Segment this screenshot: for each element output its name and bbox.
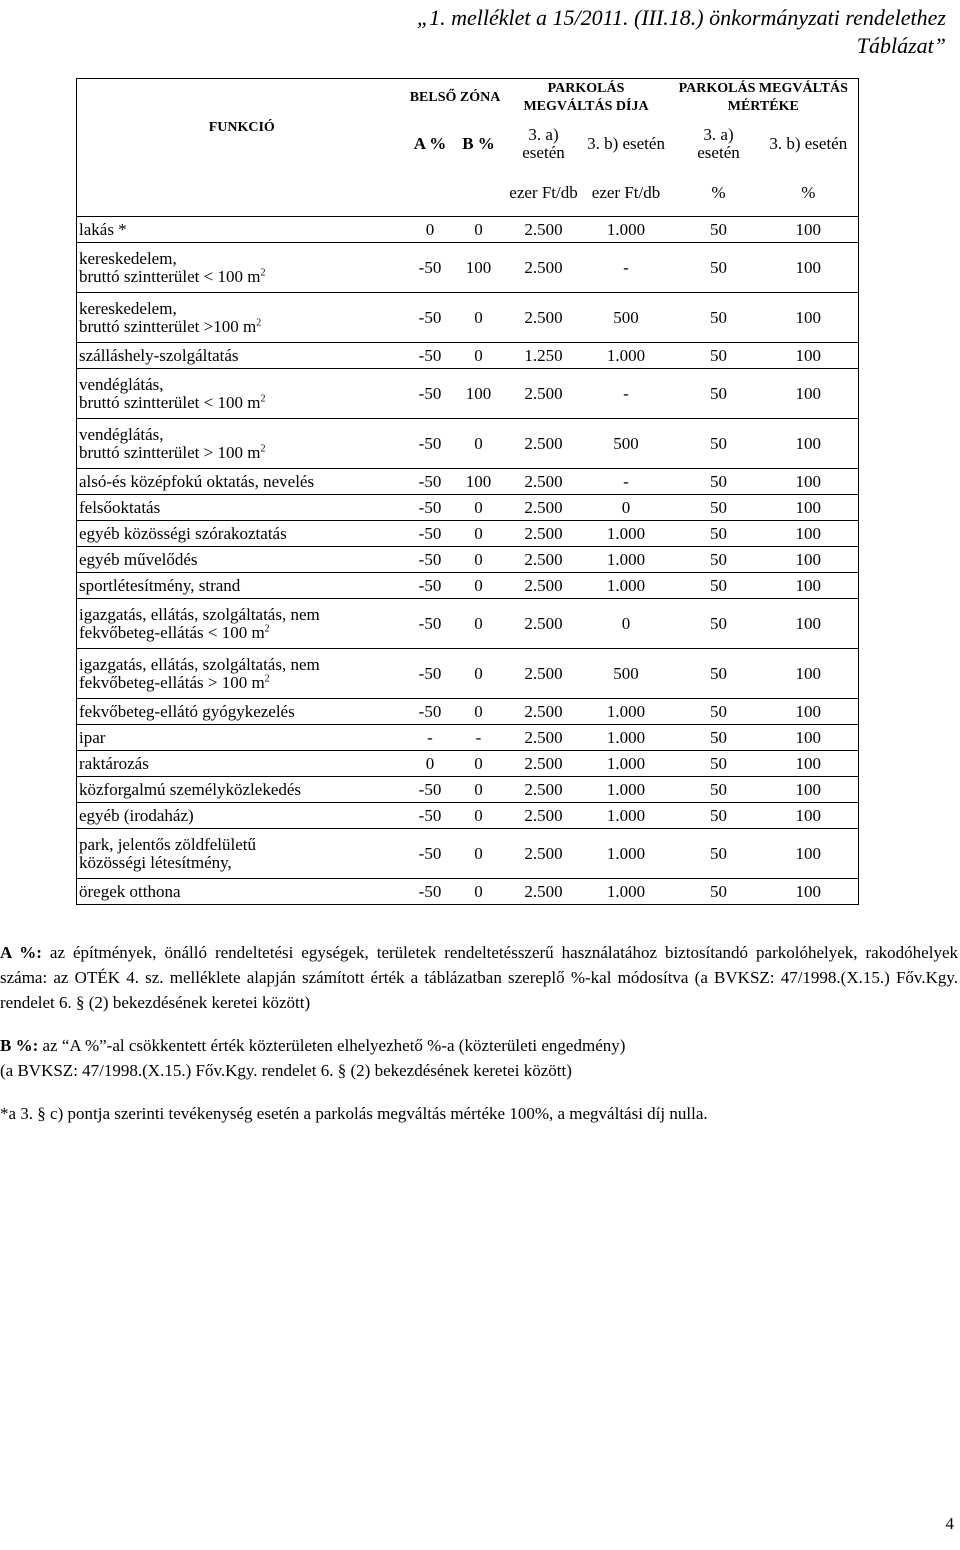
table-row: [77, 419, 859, 469]
cell-mert-a: 50: [679, 495, 759, 521]
header-parkolas-merteke: PARKOLÁS MEGVÁLTÁS MÉRTÉKE: [669, 79, 859, 117]
superscript: 2: [260, 392, 266, 404]
cell-funkcio: [77, 243, 407, 293]
cell-b-pct: 100: [454, 369, 504, 419]
note-a: [0, 940, 958, 1015]
cell-dija-a: 2.500: [504, 217, 584, 243]
table-row: [77, 293, 859, 343]
funkcio-line-2: [79, 624, 405, 642]
cell-mert-b: 100: [759, 649, 859, 699]
cell-dija-b: -: [584, 243, 669, 293]
cell-a-pct: -50: [407, 521, 454, 547]
cell-dija-a: 2.500: [504, 649, 584, 699]
cell-mert-a: 50: [679, 829, 759, 879]
header-a-pct: A %: [413, 133, 447, 153]
cell-funkcio: [77, 521, 407, 547]
table-row: [77, 599, 859, 649]
cell-mert-a: 50: [679, 469, 759, 495]
funkcio-line-2-text: bruttó szintterület >100 m: [79, 316, 257, 336]
cell-mert-b: 100: [759, 293, 859, 343]
table-row: [77, 829, 859, 879]
table-row: [77, 751, 859, 777]
cell-mert-a: 50: [679, 521, 759, 547]
cell-dija-b: 1.000: [584, 803, 669, 829]
cell-mert-a: 50: [679, 725, 759, 751]
cell-dija-a: 2.500: [504, 369, 584, 419]
cell-funkcio: [77, 343, 407, 369]
cell-a-pct: -: [407, 725, 454, 751]
cell-dija-a: 2.500: [504, 803, 584, 829]
funkcio-line: egyéb közösségi szórakoztatás: [79, 523, 287, 543]
header-funkcio: FUNKCIÓ: [77, 117, 407, 171]
cell-mert-b: 100: [759, 369, 859, 419]
table-row: [77, 369, 859, 419]
cell-dija-b: -: [584, 469, 669, 495]
cell-dija-b: 1.000: [584, 725, 669, 751]
superscript: 2: [264, 622, 270, 634]
cell-dija-a: 2.500: [504, 599, 584, 649]
cell-a-pct: -50: [407, 777, 454, 803]
cell-mert-b: 100: [759, 521, 859, 547]
cell-dija-b: 1.000: [584, 547, 669, 573]
cell-b-pct: 0: [454, 293, 504, 343]
cell-a-pct: -50: [407, 469, 454, 495]
table-row: [77, 217, 859, 243]
cell-mert-b: 100: [759, 599, 859, 649]
cell-funkcio: [77, 879, 407, 905]
cell-b-pct: 0: [454, 343, 504, 369]
cell-dija-b: 1.000: [584, 521, 669, 547]
table-row: [77, 803, 859, 829]
cell-funkcio: [77, 469, 407, 495]
cell-funkcio: [77, 369, 407, 419]
cell-a-pct: -50: [407, 599, 454, 649]
funkcio-line: igazgatás, ellátás, szolgáltatás, nem: [79, 654, 320, 674]
cell-mert-b: 100: [759, 699, 859, 725]
superscript: 2: [264, 672, 270, 684]
funkcio-line: raktározás: [79, 753, 149, 773]
cell-dija-a: 2.500: [504, 699, 584, 725]
cell-funkcio: [77, 725, 407, 751]
cell-dija-a: 2.500: [504, 419, 584, 469]
cell-b-pct: 0: [454, 573, 504, 599]
cell-dija-b: 500: [584, 649, 669, 699]
cell-b-pct: 100: [454, 469, 504, 495]
cell-dija-a: 2.500: [504, 829, 584, 879]
table-row: [77, 547, 859, 573]
cell-dija-b: -: [584, 369, 669, 419]
funkcio-line-2-text: bruttó szintterület < 100 m: [79, 266, 261, 286]
cell-dija-b: 1.000: [584, 751, 669, 777]
unit-mert-b: %: [759, 171, 859, 217]
header-dija-b: 3. b) esetén: [587, 133, 665, 153]
cell-mert-b: 100: [759, 879, 859, 905]
cell-b-pct: 0: [454, 547, 504, 573]
cell-dija-a: 2.500: [504, 243, 584, 293]
cell-funkcio: [77, 547, 407, 573]
cell-a-pct: -50: [407, 243, 454, 293]
cell-b-pct: 0: [454, 419, 504, 469]
page-number: 4: [945, 1514, 954, 1533]
cell-b-pct: 0: [454, 803, 504, 829]
cell-mert-a: 50: [679, 369, 759, 419]
cell-mert-a: 50: [679, 879, 759, 905]
cell-mert-b: 100: [759, 829, 859, 879]
header-title: „1. melléklet a 15/2011. (III.18.) önkormányzati rendelethez: [416, 5, 946, 30]
table-row: [77, 649, 859, 699]
funkcio-line-2: [79, 318, 405, 336]
table-row: [77, 495, 859, 521]
cell-dija-a: 2.500: [504, 725, 584, 751]
cell-dija-a: 2.500: [504, 879, 584, 905]
funkcio-line: kereskedelem,: [79, 248, 177, 268]
cell-dija-b: 0: [584, 495, 669, 521]
note-b: [0, 1033, 958, 1058]
funkcio-line: közforgalmú személyközlekedés: [79, 779, 302, 799]
funkcio-line: sportlétesítmény, strand: [79, 575, 241, 595]
cell-dija-a: 2.500: [504, 751, 584, 777]
funkcio-line-2-text: fekvőbeteg-ellátás > 100 m: [79, 672, 265, 692]
superscript: 2: [260, 442, 266, 454]
cell-b-pct: 0: [454, 599, 504, 649]
cell-mert-a: 50: [679, 547, 759, 573]
unit-dija-b: ezer Ft/db: [591, 183, 661, 203]
cell-a-pct: -50: [407, 547, 454, 573]
table-row: [77, 521, 859, 547]
funkcio-line: igazgatás, ellátás, szolgáltatás, nem: [79, 604, 320, 624]
cell-dija-a: 2.500: [504, 547, 584, 573]
table-row: [77, 243, 859, 293]
cell-mert-b: 100: [759, 469, 859, 495]
funkcio-line: vendéglátás,: [79, 424, 164, 444]
funkcio-line: egyéb művelődés: [79, 549, 198, 569]
funkcio-line-2-text: bruttó szintterület < 100 m: [79, 392, 261, 412]
cell-a-pct: -50: [407, 699, 454, 725]
header-parkolas-dija: PARKOLÁS MEGVÁLTÁS DÍJA: [504, 79, 669, 117]
funkcio-line: lakás *: [79, 219, 127, 239]
header-dija-a: 3. a) esetén: [522, 124, 565, 162]
table-row: [77, 343, 859, 369]
document-header: [417, 4, 946, 60]
cell-funkcio: [77, 217, 407, 243]
funkcio-line-2-text: bruttó szintterület > 100 m: [79, 442, 261, 462]
header-subtitle: Táblázat”: [856, 33, 946, 58]
funkcio-line: öregek otthona: [79, 881, 181, 901]
cell-b-pct: 0: [454, 649, 504, 699]
cell-dija-a: 2.500: [504, 573, 584, 599]
cell-a-pct: -50: [407, 829, 454, 879]
cell-b-pct: 0: [454, 521, 504, 547]
cell-b-pct: 0: [454, 217, 504, 243]
table-row: [77, 573, 859, 599]
cell-mert-a: 50: [679, 699, 759, 725]
cell-funkcio: [77, 803, 407, 829]
cell-mert-b: 100: [759, 495, 859, 521]
table-row: [77, 469, 859, 495]
cell-a-pct: -50: [407, 495, 454, 521]
funkcio-line: szálláshely-szolgáltatás: [79, 345, 239, 365]
cell-a-pct: 0: [407, 751, 454, 777]
cell-dija-a: 2.500: [504, 495, 584, 521]
cell-mert-a: 50: [679, 573, 759, 599]
cell-mert-a: 50: [679, 419, 759, 469]
superscript: 2: [256, 316, 262, 328]
table-row: [77, 699, 859, 725]
cell-dija-b: 0: [584, 599, 669, 649]
cell-funkcio: [77, 599, 407, 649]
cell-a-pct: -50: [407, 649, 454, 699]
cell-b-pct: 0: [454, 751, 504, 777]
cell-dija-a: 2.500: [504, 521, 584, 547]
cell-mert-a: 50: [679, 293, 759, 343]
note-b-label: B %:: [0, 1036, 39, 1055]
cell-dija-a: 1.250: [504, 343, 584, 369]
cell-mert-b: 100: [759, 573, 859, 599]
cell-b-pct: 0: [454, 879, 504, 905]
cell-b-pct: -: [454, 725, 504, 751]
cell-dija-b: 1.000: [584, 879, 669, 905]
cell-a-pct: -50: [407, 369, 454, 419]
cell-mert-b: 100: [759, 777, 859, 803]
note-a-text: az építmények, önálló rendeltetési egységek, területek rendeltetésszerű használatához biztosítandó parkolóhelyek, rakodóhelyek száma: az OTÉK 4. sz. melléklete alapján számított érték a táblázatban szereplő %-kal módosítva (a BVKSZ: 47/1998.(X.15.) Főv.Kgy. rendelet 6. § (2) bekezdésének keretei között): [0, 943, 958, 1012]
cell-b-pct: 0: [454, 777, 504, 803]
funkcio-line: alsó-és középfokú oktatás, nevelés: [79, 471, 315, 491]
cell-mert-a: 50: [679, 751, 759, 777]
cell-a-pct: -50: [407, 293, 454, 343]
funkcio-line: ipar: [79, 727, 106, 747]
funkcio-line-2-text: fekvőbeteg-ellátás < 100 m: [79, 622, 265, 642]
funkcio-line-2: [79, 444, 405, 462]
unit-mert-a: %: [711, 183, 726, 203]
funkcio-line-2: [79, 674, 405, 692]
cell-dija-b: 1.000: [584, 573, 669, 599]
cell-b-pct: 0: [454, 699, 504, 725]
funkcio-line: felsőoktatás: [79, 497, 161, 517]
notes: [0, 940, 958, 1126]
cell-b-pct: 100: [454, 243, 504, 293]
header-mert-b: 3. b) esetén: [759, 117, 859, 171]
cell-dija-b: 1.000: [584, 699, 669, 725]
cell-mert-a: 50: [679, 649, 759, 699]
cell-mert-a: 50: [679, 243, 759, 293]
cell-funkcio: [77, 777, 407, 803]
cell-funkcio: [77, 293, 407, 343]
cell-a-pct: -50: [407, 803, 454, 829]
cell-funkcio: [77, 495, 407, 521]
cell-funkcio: [77, 829, 407, 879]
note-b-text-1: az “A %”-al csökkentett érték közterületen elhelyezhető %-a (közterületi engedmény): [38, 1036, 626, 1055]
cell-mert-b: 100: [759, 419, 859, 469]
cell-dija-b: 500: [584, 419, 669, 469]
note-star: *a 3. § c) pontja szerinti tevékenység esetén a parkolás megváltás mértéke 100%, a megváltási díj nulla.: [0, 1104, 708, 1123]
cell-mert-a: 50: [679, 217, 759, 243]
funkcio-line-2: [79, 394, 405, 412]
header-b-pct: B %: [462, 133, 495, 153]
cell-a-pct: -50: [407, 419, 454, 469]
cell-dija-b: 500: [584, 293, 669, 343]
cell-a-pct: -50: [407, 343, 454, 369]
funkcio-line: kereskedelem,: [79, 298, 177, 318]
cell-b-pct: 0: [454, 829, 504, 879]
cell-mert-b: 100: [759, 751, 859, 777]
cell-mert-b: 100: [759, 725, 859, 751]
cell-a-pct: 0: [407, 217, 454, 243]
cell-funkcio: [77, 649, 407, 699]
note-a-label: A %:: [0, 943, 42, 962]
cell-mert-b: 100: [759, 343, 859, 369]
cell-funkcio: [77, 699, 407, 725]
cell-mert-b: 100: [759, 547, 859, 573]
funkcio-line: park, jelentős zöldfelületű: [79, 834, 257, 854]
note-b-line2: (a BVKSZ: 47/1998.(X.15.) Főv.Kgy. rendelet 6. § (2) bekezdésének keretei között): [0, 1061, 572, 1080]
superscript: 2: [260, 266, 266, 278]
cell-mert-a: 50: [679, 343, 759, 369]
cell-dija-b: 1.000: [584, 829, 669, 879]
table-row: [77, 777, 859, 803]
cell-funkcio: [77, 573, 407, 599]
cell-dija-a: 2.500: [504, 293, 584, 343]
cell-dija-a: 2.500: [504, 777, 584, 803]
unit-dija-a: ezer Ft/db: [509, 183, 578, 203]
cell-mert-a: 50: [679, 777, 759, 803]
cell-funkcio: [77, 751, 407, 777]
cell-mert-a: 50: [679, 599, 759, 649]
header-mert-a: 3. a) esetén: [697, 124, 740, 162]
cell-mert-a: 50: [679, 803, 759, 829]
cell-funkcio: [77, 419, 407, 469]
header-belso-zona: BELSŐ ZÓNA: [407, 79, 504, 117]
cell-mert-b: 100: [759, 217, 859, 243]
table-row: [77, 725, 859, 751]
cell-a-pct: -50: [407, 573, 454, 599]
funkcio-line: vendéglátás,: [79, 374, 164, 394]
cell-a-pct: -50: [407, 879, 454, 905]
table-row: [77, 879, 859, 905]
cell-dija-b: 1.000: [584, 217, 669, 243]
funkcio-line: fekvőbeteg-ellátó gyógykezelés: [79, 701, 295, 721]
cell-mert-b: 100: [759, 803, 859, 829]
cell-mert-b: 100: [759, 243, 859, 293]
funkcio-line-2-text: közösségi létesítmény,: [79, 852, 232, 872]
cell-dija-a: 2.500: [504, 469, 584, 495]
funkcio-line-2: [79, 854, 405, 872]
cell-b-pct: 0: [454, 495, 504, 521]
parking-table: [76, 78, 859, 905]
cell-dija-b: 1.000: [584, 343, 669, 369]
funkcio-line-2: [79, 268, 405, 286]
cell-dija-b: 1.000: [584, 777, 669, 803]
funkcio-line: egyéb (irodaház): [79, 805, 194, 825]
